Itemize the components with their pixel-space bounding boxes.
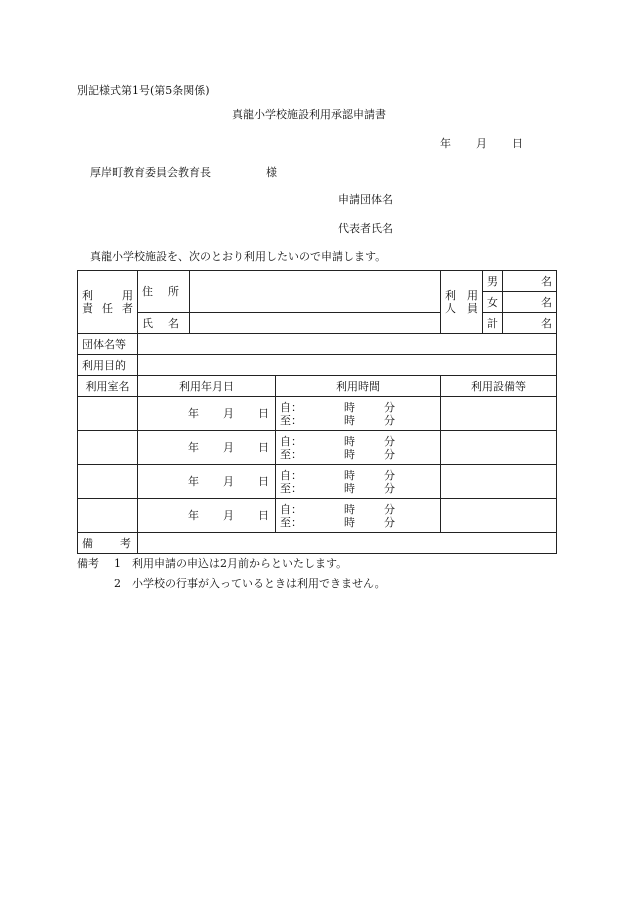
room-field[interactable] xyxy=(78,499,138,533)
room-field[interactable] xyxy=(78,397,138,431)
room-column-header: 利用室名 xyxy=(78,376,138,397)
honorific: 様 xyxy=(266,166,277,179)
application-date xyxy=(440,137,523,150)
date-month: 月 xyxy=(476,137,487,150)
document-title: 真龍小学校施設利用承認申請書 xyxy=(232,108,386,121)
intro-text: 真龍小学校施設を、次のとおり利用したいので申請します。 xyxy=(90,250,387,263)
equipment-field[interactable] xyxy=(441,397,557,431)
address-label: 住 所 xyxy=(138,271,190,313)
note-item-2: 2 小学校の行事が入っているときは利用できません。 xyxy=(114,577,386,590)
total-count-field[interactable]: 名 xyxy=(503,313,557,334)
room-field[interactable] xyxy=(78,465,138,499)
date-year: 年 xyxy=(440,137,451,150)
responsible-person-label: 利 用 責 任 者 xyxy=(78,271,138,334)
date-field[interactable]: 年 月 日 xyxy=(138,465,276,499)
remarks-field[interactable] xyxy=(138,533,557,554)
female-count-field[interactable]: 名 xyxy=(503,292,557,313)
note-item-1: 1 利用申請の申込は2月前からといたします。 xyxy=(114,557,348,570)
equipment-column-header: 利用設備等 xyxy=(441,376,557,397)
date-field[interactable]: 年 月 日 xyxy=(138,431,276,465)
purpose-label: 利用目的 xyxy=(78,355,138,376)
group-name-label: 団体名等 xyxy=(78,334,138,355)
date-field[interactable]: 年 月 日 xyxy=(138,397,276,431)
application-form-table xyxy=(77,270,557,554)
equipment-field[interactable] xyxy=(441,465,557,499)
form-number: 別記様式第1号(第5条関係) xyxy=(77,84,210,97)
total-label: 計 xyxy=(483,313,503,334)
equipment-field[interactable] xyxy=(441,499,557,533)
time-column-header: 利用時間 xyxy=(276,376,441,397)
name-label: 氏 名 xyxy=(138,313,190,334)
date-day: 日 xyxy=(512,137,523,150)
time-field[interactable]: 自： 時 分 至： 時 分 xyxy=(276,397,441,431)
time-field[interactable]: 自： 時 分 至： 時 分 xyxy=(276,431,441,465)
date-column-header: 利用年月日 xyxy=(138,376,276,397)
user-count-label: 利 用 人 員 xyxy=(441,271,483,334)
equipment-field[interactable] xyxy=(441,431,557,465)
room-field[interactable] xyxy=(78,431,138,465)
name-field[interactable] xyxy=(190,313,441,334)
female-label: 女 xyxy=(483,292,503,313)
time-field[interactable]: 自： 時 分 至： 時 分 xyxy=(276,499,441,533)
purpose-field[interactable] xyxy=(138,355,557,376)
address-field[interactable] xyxy=(190,271,441,313)
rep-name-label: 代表者氏名 xyxy=(338,222,393,235)
male-count-field[interactable]: 名 xyxy=(503,271,557,292)
notes-label: 備考 xyxy=(77,557,99,570)
male-label: 男 xyxy=(483,271,503,292)
date-field[interactable]: 年 月 日 xyxy=(138,499,276,533)
time-field[interactable]: 自： 時 分 至： 時 分 xyxy=(276,465,441,499)
addressee: 厚岸町教育委員会教育長 xyxy=(90,166,211,179)
group-name-field[interactable] xyxy=(138,334,557,355)
org-name-label: 申請団体名 xyxy=(338,193,393,206)
remarks-label: 備 考 xyxy=(78,533,138,554)
